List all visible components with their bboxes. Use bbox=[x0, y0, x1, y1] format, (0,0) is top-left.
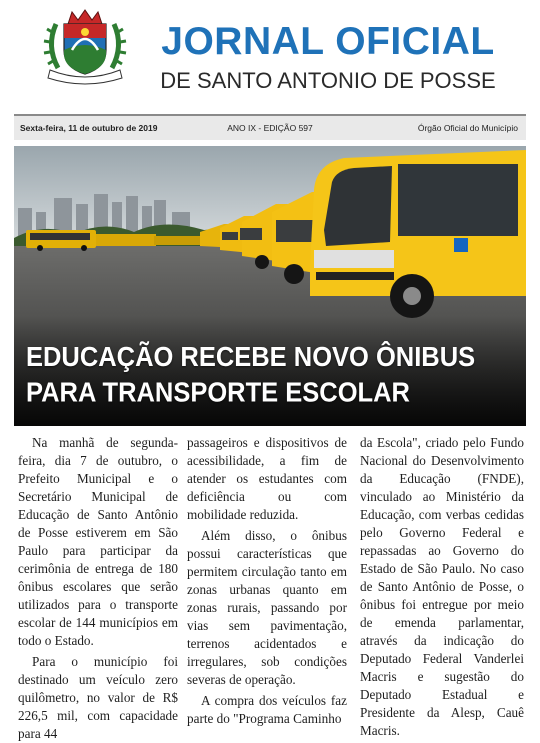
newspaper-subtitle: DE SANTO ANTONIO DE POSSE bbox=[160, 68, 496, 93]
article-column-3 bbox=[360, 434, 524, 738]
paragraph: A compra dos veículos faz parte do "Programa Caminho bbox=[187, 693, 347, 726]
paragraph: Na manhã de segunda-feira, dia 7 de outubro, o Prefeito Municipal e o Secretário Municipal de Educação de Santo Antônio de Posse estiverem em São Paulo para participar da cerimônia de entrega de 180 ônibus escolares que serão utilizados para o transporte escolar de 144 municípios em todo o Estado. bbox=[18, 435, 178, 648]
issue-date: Sexta-feira, 11 de outubro de 2019 bbox=[20, 123, 158, 133]
newspaper-title: JORNAL OFICIAL bbox=[161, 20, 495, 63]
article-headline bbox=[26, 340, 506, 411]
article-column-1 bbox=[18, 434, 178, 741]
official-organ-label: Órgão Oficial do Município bbox=[417, 123, 518, 133]
headline-line-2: PARA TRANSPORTE ESCOLAR bbox=[26, 377, 410, 409]
paragraph: Além disso, o ônibus possui características que permitem circulação tanto em zonas urbanas quanto em zonas rurais, passando por vias sem pavimentação, terrenos acidentados e irregulares, sob condições severas de operação. bbox=[187, 528, 347, 687]
article-column-2 bbox=[187, 434, 347, 726]
paragraph: passageiros e dispositivos de acessibilidade, a fim de atender os estudantes com deficiência ou com mobilidade reduzida. bbox=[187, 435, 347, 522]
masthead bbox=[0, 0, 540, 112]
paragraph: da Escola", criado pelo Fundo Nacional do Desenvolvimento da Educação (FNDE), vinculado ao Ministério da Educação, com verbas cedidas pelo Governo Federal e repassadas ao Governo do Estado de São Paulo. No caso de Santo Antônio de Posse, o ônibus foi entregue por meio de emenda parlamentar, através da indicação do Deputado Federal Vanderlei Macris e sugestão do Deputado Estadual e Presidente da Alesp, Cauê Macris. bbox=[360, 435, 524, 738]
headline-line-1: EDUCAÇÃO RECEBE NOVO ÔNIBUS bbox=[26, 342, 476, 373]
issue-info-bar bbox=[14, 114, 526, 140]
municipal-coat-of-arms-icon bbox=[42, 10, 128, 82]
issue-edition: ANO IX - EDIÇÃO 597 bbox=[227, 123, 313, 133]
paragraph: Para o município foi destinado um veículo zero quilômetro, no valor de R$ 226,5 mil, com capacidade para 44 bbox=[18, 654, 178, 741]
